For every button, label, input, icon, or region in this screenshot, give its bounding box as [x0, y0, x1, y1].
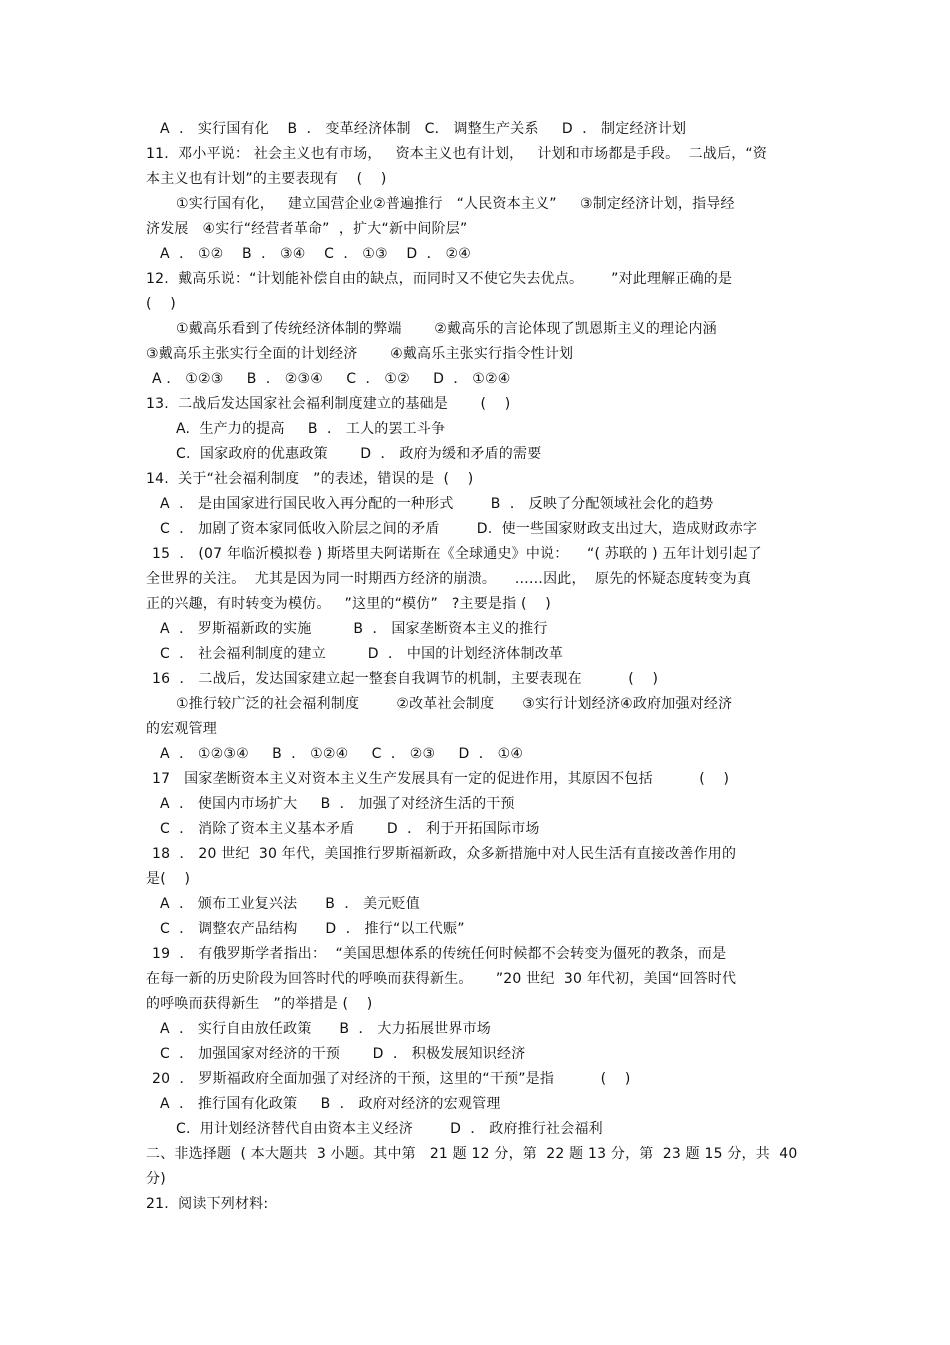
text-line-21: A ． 罗斯福新政的实施 B ． 国家垄断资本主义的推行 — [160, 621, 548, 637]
text-line-22: C ． 社会福利制度的建立 D ． 中国的计划经济体制改革 — [160, 646, 564, 662]
text-line-27: 17 国家垄断资本主义对资本主义生产发展具有一定的促进作用，其原因不包括 ( ) — [152, 771, 730, 787]
text-line-44: 21. 阅读下列材料: — [146, 1196, 269, 1212]
text-line-34: 19 ． 有俄罗斯学者指出： “美国思想体系的传统任何时候都不会转变为僵死的教条，而是 — [152, 946, 727, 962]
text-line-37: A ． 实行自由放任政策 B ． 大力拓展世界市场 — [160, 1021, 491, 1037]
text-line-17: C ． 加剧了资本家同低收入阶层之间的矛盾 D. 使一些国家财政支出过大，造成财政赤字 — [160, 521, 758, 537]
text-line-9: ①戴高乐看到了传统经济体制的弊端 ②戴高乐的言论体现了凯恩斯主义的理论内涵 — [176, 321, 717, 337]
text-line-1: A ． 实行国有化 B ． 变革经济体制 C． 调整生产关系 D ． 制定经济计划 — [160, 121, 687, 137]
text-line-8: ( ) — [146, 296, 176, 312]
text-line-18: 15 ． (07 年临沂模拟卷 ) 斯塔里夫阿诺斯在《全球通史》中说： “( 苏联的 ) 五年计划引起了 — [152, 546, 762, 562]
text-line-19: 全世界的关注。 尤其是因为同一时期西方经济的崩溃。 ……因此， 原先的怀疑态度转变为真 — [146, 571, 752, 587]
text-line-35: 在每一新的历史阶段为回答时代的呼唤而获得新生。 ”20 世纪 30 年代初，美国“回答时代 — [146, 971, 737, 987]
text-line-7: 12. 戴高乐说：“计划能补偿自由的缺点，而同时又不使它失去优点。 ”对此理解正确的是 — [146, 271, 733, 287]
text-line-14: C. 国家政府的优惠政策 D ． 政府为缓和矛盾的需要 — [176, 446, 542, 462]
text-line-16: A ． 是由国家进行国民收入再分配的一种形式 B ． 反映了分配领域社会化的趋势 — [160, 496, 714, 512]
text-line-11: A ． ①②③ B ． ②③④ C ． ①② D ． ①②④ — [152, 371, 511, 387]
text-line-33: C ． 调整农产品结构 D ． 推行“以工代赈” — [160, 921, 465, 937]
text-line-25: 的宏观管理 — [146, 721, 217, 737]
text-line-40: A ． 推行国有化政策 B ． 政府对经济的宏观管理 — [160, 1096, 501, 1112]
text-line-39: 20 ． 罗斯福政府全面加强了对经济的干预，这里的“干预”是指 ( ) — [152, 1071, 631, 1087]
text-line-4: ①实行国有化， 建立国营企业②普遍推行 “人民资本主义” ③制定经济计划，指导经 — [176, 196, 735, 212]
text-line-32: A ． 颁布工业复兴法 B ． 美元贬值 — [160, 896, 420, 912]
text-line-31: 是( ) — [146, 871, 191, 887]
text-line-23: 16 ． 二战后，发达国家建立起一整套自我调节的机制，主要表现在 ( ) — [152, 671, 659, 687]
text-line-10: ③戴高乐主张实行全面的计划经济 ④戴高乐主张实行指令性计划 — [146, 346, 574, 362]
text-line-36: 的呼唤而获得新生 ”的举措是 ( ) — [146, 996, 373, 1012]
text-line-29: C ． 消除了资本主义基本矛盾 D ． 利于开拓国际市场 — [160, 821, 540, 837]
text-line-26: A ． ①②③④ B ． ①②④ C ． ②③ D ． ①④ — [160, 746, 524, 762]
text-line-20: 正的兴趣，有时转变为模仿。 ”这里的“模仿” ?主要是指 ( ) — [146, 596, 551, 612]
text-line-28: A ． 使国内市场扩大 B ． 加强了对经济生活的干预 — [160, 796, 515, 812]
text-line-2: 11. 邓小平说： 社会主义也有市场， 资本主义也有计划， 计划和市场都是手段。 二战后，“资 — [146, 146, 768, 162]
text-line-38: C ． 加强国家对经济的干预 D ． 积极发展知识经济 — [160, 1046, 526, 1062]
text-line-24: ①推行较广泛的社会福利制度 ②改革社会制度 ③实行计划经济④政府加强对经济 — [176, 696, 733, 712]
text-line-15: 14. 关于“社会福利制度 ”的表述，错误的是 ( ) — [146, 471, 474, 487]
text-line-13: A. 生产力的提高 B ． 工人的罢工斗争 — [176, 421, 446, 437]
text-line-3: 本主义也有计划”的主要表现有 ( ) — [146, 171, 387, 187]
text-line-30: 18 ． 20 世纪 30 年代，美国推行罗斯福新政，众多新措施中对人民生活有直接改善作用的 — [152, 846, 737, 862]
text-line-43: 分) — [146, 1171, 166, 1187]
text-line-12: 13. 二战后发达国家社会福利制度建立的基础是 ( ) — [146, 396, 511, 412]
text-line-41: C. 用计划经济替代自由资本主义经济 D ． 政府推行社会福利 — [176, 1121, 603, 1137]
text-line-42: 二、非选择题 ( 本大题共 3 小题。其中第 21 题 12 分，第 22 题 13 分，第 23 题 15 分，共 40 — [146, 1146, 798, 1162]
text-line-6: A ． ①② B ． ③④ C ． ①③ D ． ②④ — [160, 246, 471, 262]
text-line-5: 济发展 ④实行“经营者革命” ，扩大“新中间阶层” — [146, 221, 468, 237]
